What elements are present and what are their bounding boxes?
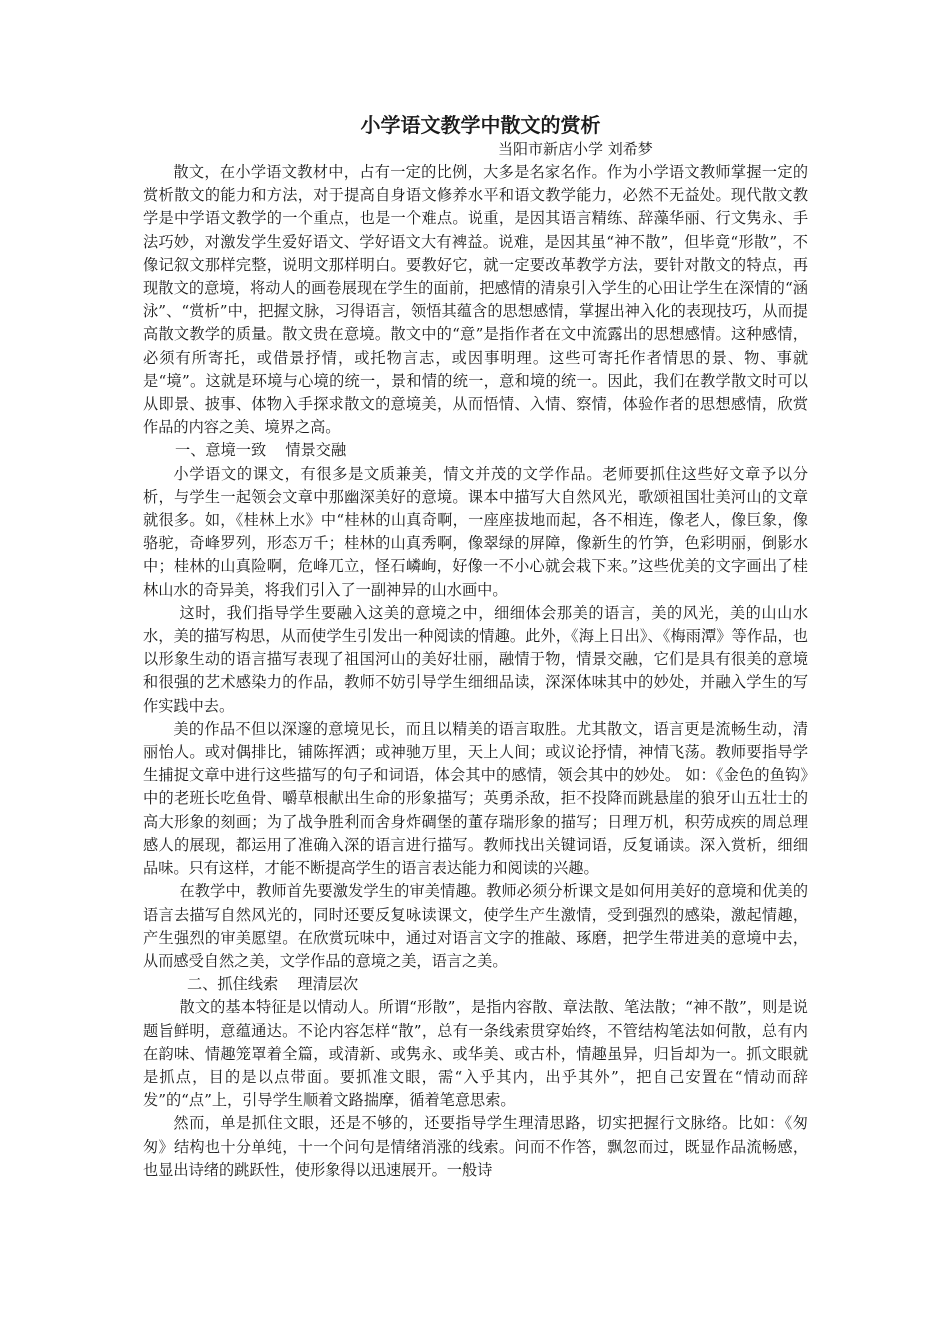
paragraph: 在教学中，教师首先要激发学生的审美情趣。教师必须分析课文是如何用美好的意境和优美的语言去描写自然风光的，同时还要反复咏读课文，使学生产生激情，受到强烈的感染，激起情趣，产生强烈的审美愿望。在欣赏玩味中，通过对语言文字的推敲、琢磨，把学生带进美的意境中去，从而感受自然之美，文学作品的意境之美，语言之美。 [143,882,808,970]
paragraph-intro: 散文，在小学语文教材中，占有一定的比例，大多是名家名作。作为小学语文教师掌握一定的赏析散文的能力和方法，对于提高自身语文修养水平和语文教学能力，必然不无益处。现代散文教学是中学语文教学的一个重点，也是一个难点。说重，是因其语言精练、辞藻华丽、行文隽永、手法巧妙，对激发学生爱好语文、学好语文大有裨益。说难，是因其虽“神不散”，但毕竟“形散”，不像记叙文那样完整，说明文那样明白。要教好它，就一定要改革教学方法，要针对散文的特点，再现散文的意境，将动人的画卷展现在学生的面前，把感情的清泉引入学生的心田让学生在深情的“涵泳”、“赏析”中，把握文脉，习得语言，领悟其蕴含的思想感情，掌握出神入化的表现技巧，从而提高散文教学的质量。散文贵在意境。散文中的“意”是指作者在文中流露出的思想感情。这种感情，必须有所寄托，或借景抒情，或托物言志，或因事明理。这些可寄托作者情思的景、物、事就是“境”。这就是环境与心境的统一，景和情的统一，意和境的统一。因此，我们在教学散文时可以从即景、披事、体物入手探求散文的意境美，从而悟情、入情、察情，体验作者的思想感情，欣赏作品的内容之美、境界之高。 [143,163,808,437]
paragraph: 美的作品不但以深邃的意境见长，而且以精美的语言取胜。尤其散文，语言更是流畅生动，清丽怡人。或对偶排比，铺陈挥洒；或神驰万里，天上人间；或议论抒情，神情飞荡。教师要指导学生捕捉文章中进行这些描写的句子和词语，体会其中的感情，领会其中的妙处。 如：《金色的鱼钩》中的老班长吃鱼骨、嚼草根献出生命的形象描写；英勇杀敌，拒不投降而跳悬崖的狼牙山五壮士的高大形象的刻画；为了战争胜利而舍身炸碉堡的董存瑞形象的描写；日理万机，积劳成疾的周总理感人的展现，都运用了准确入深的语言进行描写。教师找出关键词语，反复诵读。深入赏析，细细品味。只有这样，才能不断提高学生的语言表达能力和阅读的兴趣。 [143,719,808,878]
author-byline: 当阳市新店小学 刘希梦 [498,140,653,158]
paragraph: 散文的基本特征是以情动人。所谓“形散”，是指内容散、章法散、笔法散；“神不散”，则是说题旨鲜明，意蕴通达。不论内容怎样“散”，总有一条线索贯穿始终，不管结构笔法如何散，总有内在韵味、情趣笼罩着全篇，或清新、或隽永、或华美、或古朴，情趣虽异，归旨却为一。抓文眼就是抓点，目的是以点带面。要抓准文眼，需“入乎其内，出乎其外”，把自己安置在“情动而辞发”的“点”上，引导学生顺着文路揣摩，循着笔意思索。 [143,998,808,1110]
paragraph: 小学语文的课文，有很多是文质兼美，情文并茂的文学作品。老师要抓住这些好文章予以分析，与学生一起领会文章中那幽深美好的意境。课本中描写大自然风光，歌颂祖国壮美河山的文章就很多。如，《桂林上水》中“桂林的山真奇啊，一座座拔地而起，各不相连，像老人，像巨象，像骆驼，奇峰罗列，形态万千；桂林的山真秀啊，像翠绿的屏障，像新生的竹笋，色彩明丽，倒影水中；桂林的山真险啊，危峰兀立，怪石嶙峋，好像一不小心就会栽下来。”这些优美的文字画出了桂林山水的奇异美，将我们引入了一副神异的山水画中。 [143,464,808,599]
document-page [143,110,808,1182]
paragraph: 然而，单是抓住文眼，还是不够的，还要指导学生理清思路，切实把握行文脉络。比如：《匆匆》结构也十分单纯，十一个问句是情绪消涨的线索。问而不作答，飘忽而过，既显作品流畅感，也显出诗绪的跳跃性，使形象得以迅速展开。一般诗 [143,1114,808,1179]
document-title: 小学语文教学中散文的赏析 [360,113,601,137]
section-heading-1: 一、意境一致 情景交融 [175,441,347,460]
section-heading-2: 二、抓住线索 理清层次 [187,975,359,994]
paragraph: 这时，我们指导学生要融入这美的意境之中，细细体会那美的语言，美的风光，美的山山水水，美的描写构思，从而使学生引发出一种阅读的情趣。此外，《海上日出》、《梅雨潭》等作品，也以形象生动的语言描写表现了祖国河山的美好壮丽，融情于物，情景交融，它们是具有很美的意境和很强的艺术感染力的作品，教师不妨引导学生细细品读，深深体味其中的妙处，并融入学生的写作实践中去。 [143,603,808,715]
